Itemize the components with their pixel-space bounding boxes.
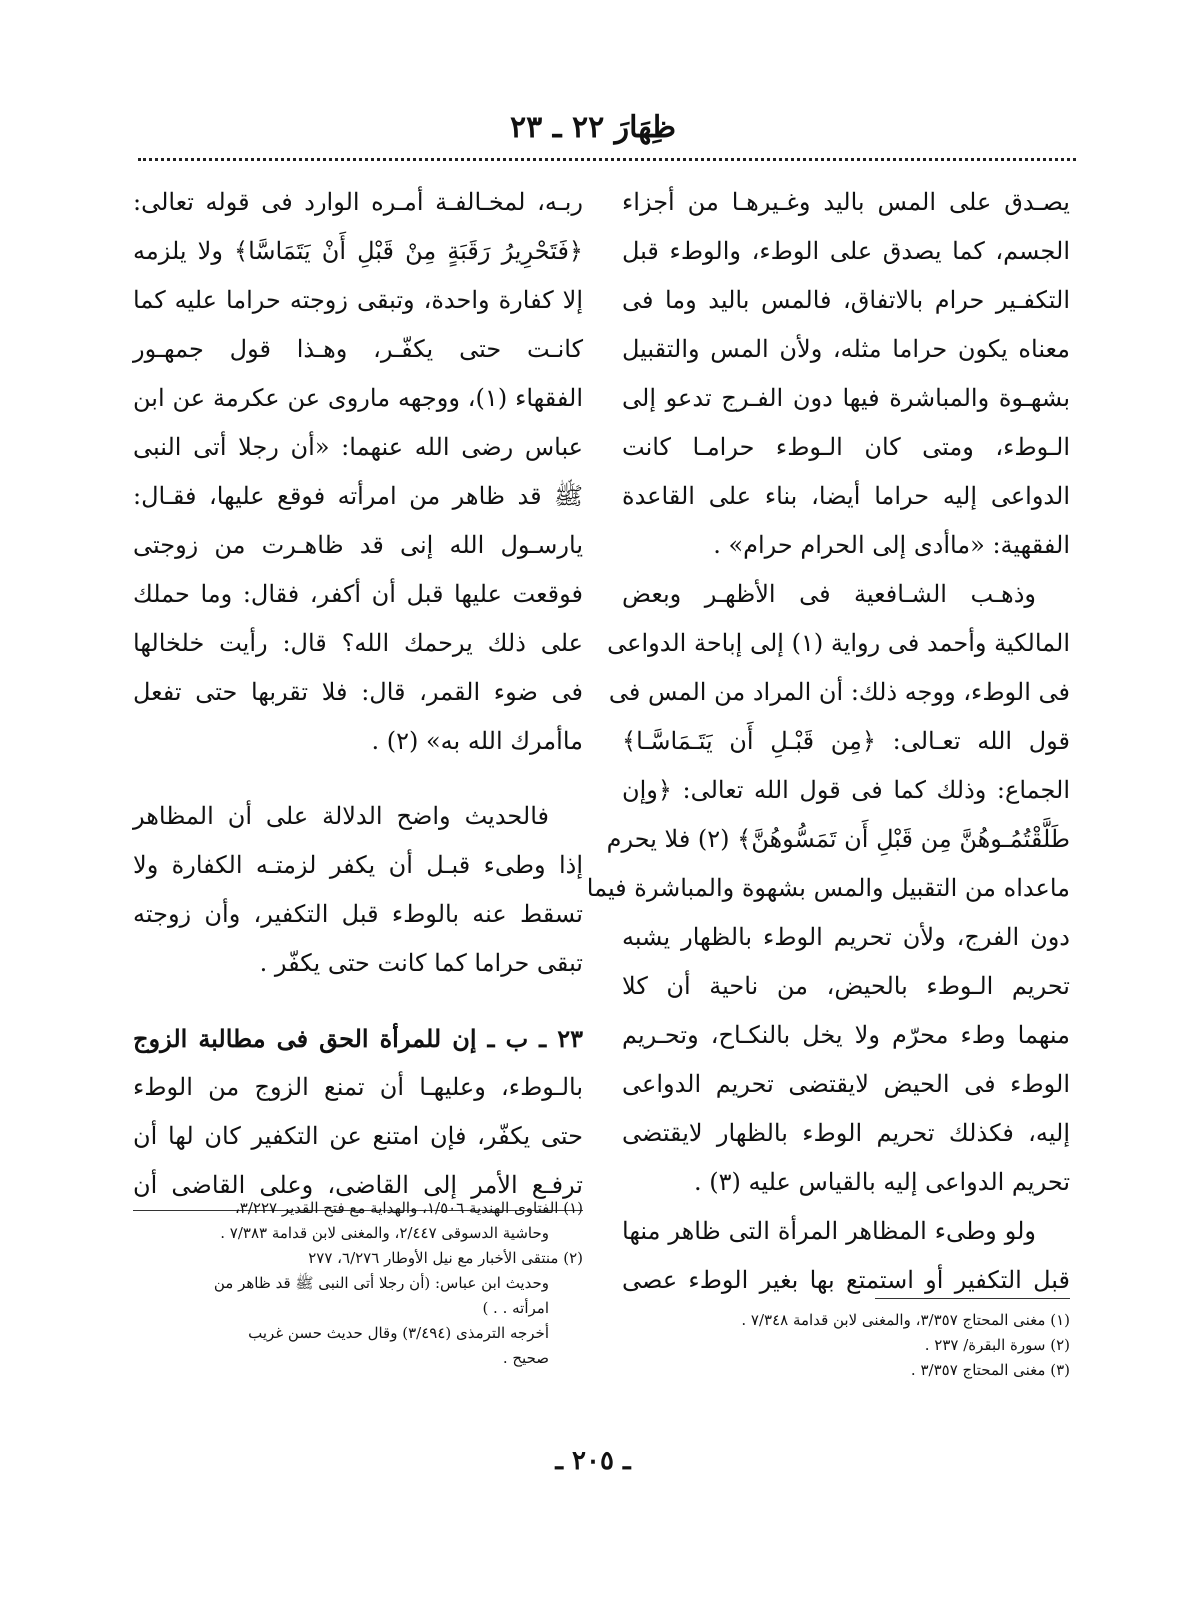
text-line: على ذلك يرحمك الله؟ قال: رأيت خلخالها bbox=[133, 629, 583, 657]
text-line: ماعداه من التقبيل والمس بشهوة والمباشرة فيما bbox=[586, 874, 1070, 902]
text-line: فى الوطء، ووجه ذلك: أن المراد من المس فى bbox=[608, 678, 1070, 706]
text-line: الجماع: وذلك كما فى قول الله تعالى: ﴿وإن bbox=[622, 776, 1070, 804]
footnote-divider bbox=[875, 1298, 1070, 1299]
footnote: (٣) مغنى المحتاج ٣/٣٥٧ . bbox=[910, 1361, 1070, 1379]
text-line: منهما وطء محرّم ولا يخل بالنكـاح، وتحـريم bbox=[622, 1021, 1070, 1049]
text-line: يارسـول الله إنى قد ظاهـرت من زوجتى bbox=[133, 531, 583, 559]
text-line: فالحديث واضح الدلالة على أن المظاهر bbox=[133, 802, 549, 830]
footnote-continuation: امرأته . . ) bbox=[482, 1299, 549, 1317]
text-line: ﴿فَتَحْرِيرُ رَقَبَةٍ مِنْ قَبْلِ أَنْ يَتَمَاسَّا﴾ ولا يلزمه bbox=[133, 237, 583, 265]
text-line: الجسم، كما يصدق على الوطء، والوطء قبل bbox=[622, 237, 1070, 265]
text-line: وذهـب الشـافعية فى الأظهـر وبعض bbox=[622, 580, 1036, 608]
text-line: التكفـير حرام بالاتفاق، فالمس باليد وما فى bbox=[622, 286, 1070, 314]
page-header-title: ظِهَارَ ٢٢ ـ ٢٣ bbox=[510, 110, 676, 145]
text-line: إلا كفارة واحدة، وتبقى زوجته حراما عليه كما bbox=[133, 286, 583, 314]
footnote-continuation: وحاشية الدسوقى ٢/٤٤٧، والمغنى لابن قدامة ٧/٣٨٣ . bbox=[220, 1224, 549, 1242]
text-line: بالـوطء، وعليهـا أن تمنع الزوج من الوطء bbox=[133, 1073, 583, 1101]
text-line: قول الله تعـالى: ﴿مِن قَبْـلِ أَن يَتَـمَاسَّـا﴾ bbox=[622, 727, 1070, 755]
text-line: فوقعت عليها قبل أن أكفر، فقال: وما حملك bbox=[133, 580, 583, 608]
footnote-continuation: وحديث ابن عباس: (أن رجلا أتى النبى ﷺ قد ظاهر من bbox=[213, 1274, 549, 1292]
footnote: (١) الفتاوى الهندية ١/٥٠٦، والهداية مع فتح القدير ٣/٢٢٧، bbox=[234, 1199, 583, 1217]
text-line: عباس رضى الله عنهما: «أن رجلا أتى النبى bbox=[133, 433, 583, 461]
right-footnotes bbox=[622, 1308, 1070, 1383]
text-line: يصـدق على المس باليد وغـيرهـا من أجزاء bbox=[622, 188, 1070, 216]
text-line: فى ضوء القمر، قال: فلا تقربها حتى تفعل bbox=[133, 678, 583, 706]
paragraph-gap bbox=[133, 988, 583, 1014]
left-column bbox=[133, 178, 583, 1211]
text-line: الفقهاء (١)، ووجهه ماروى عن عكرمة عن ابن bbox=[133, 384, 583, 412]
footnote-continuation: أخرجه الترمذى (٣/٤٩٤) وقال حديث حسن غريب bbox=[248, 1324, 549, 1342]
header-dotted-divider bbox=[138, 158, 1076, 161]
footnote-continuation: صحيح . bbox=[502, 1349, 549, 1367]
text-line: حتى يكفّر، فإن امتنع عن التكفير كان لها أن bbox=[133, 1122, 583, 1150]
text-line: كانـت حتى يكفّـر، وهـذا قول جمهـور bbox=[133, 335, 583, 363]
right-column bbox=[586, 178, 1070, 1305]
text-line: قبل التكفير أو استمتع بها بغير الوطء عصى bbox=[622, 1266, 1070, 1294]
text-line: معناه يكون حراما مثله، ولأن المس والتقبيل bbox=[622, 335, 1070, 363]
text-line: الفقهية: «ماأدى إلى الحرام حرام» . bbox=[713, 531, 1070, 559]
text-line: ولو وطىء المظاهر المرأة التى ظاهر منها bbox=[622, 1217, 1036, 1245]
page-number: ـ ٢٠٥ ـ bbox=[555, 1446, 631, 1476]
footnote: (٢) سورة البقرة/ ٢٣٧ . bbox=[924, 1336, 1070, 1354]
text-line: إذا وطىء قبـل أن يكفر لزمتـه الكفارة ولا bbox=[133, 851, 583, 879]
footnote: (١) مغنى المحتاج ٣/٣٥٧، والمغنى لابن قدامة ٧/٣٤٨ . bbox=[741, 1311, 1070, 1329]
text-line: المالكية وأحمد فى رواية (١) إلى إباحة الدواعى bbox=[607, 629, 1070, 657]
text-line: إليه، فكذلك تحريم الوطء بالظهار لايقتضى bbox=[622, 1119, 1070, 1147]
text-line: ﷺ قد ظاهر من امرأته فوقع عليها، فقـال: bbox=[133, 482, 583, 510]
text-line: الـوطء، ومتى كان الـوطء حرامـا كانت bbox=[622, 433, 1070, 461]
footnote: (٢) منتقى الأخبار مع نيل الأوطار ٦/٢٧٦، ٢٧٧ bbox=[308, 1249, 583, 1267]
text-line: دون الفرج، ولأن تحريم الوطء بالظهار يشبه bbox=[622, 923, 1070, 951]
text-line: ماأمرك الله به» (٢) . bbox=[371, 727, 583, 755]
text-line: الدواعى إليه حراما أيضا، بناء على القاعدة bbox=[622, 482, 1070, 510]
section-heading-line: ٢٣ ـ ب ـ إن للمرأة الحق فى مطالبة الزوج bbox=[133, 1024, 583, 1053]
text-line: بشهـوة والمباشرة فيها دون الفـرج تدعو إلى bbox=[622, 384, 1070, 412]
left-footnotes bbox=[133, 1196, 583, 1371]
text-line: ترفـع الأمر إلى القاضى، وعلى القاضى أن bbox=[133, 1161, 583, 1211]
text-line: ربـه، لمخـالفـة أمـره الوارد فى قوله تعالى: bbox=[133, 188, 583, 216]
paragraph-gap bbox=[133, 766, 583, 792]
text-line: الوطء فى الحيض لايقتضى تحريم الدواعى bbox=[622, 1070, 1070, 1098]
text-line: تحريم الـوطء بالحيض، من ناحية أن كلا bbox=[622, 972, 1070, 1000]
text-line: تبقى حراما كما كانت حتى يكفّر . bbox=[259, 949, 583, 977]
text-line: تسقط عنه بالوطء قبل التكفير، وأن زوجته bbox=[133, 900, 583, 928]
text-line: طَلَّقْتُمُـوهُنَّ مِن قَبْلِ أَن تَمَسُّوهُنَّ﴾ (٢) فلا يحرم bbox=[606, 825, 1070, 853]
text-line: تحريم الدواعى إليه بالقياس عليه (٣) . bbox=[693, 1168, 1070, 1196]
